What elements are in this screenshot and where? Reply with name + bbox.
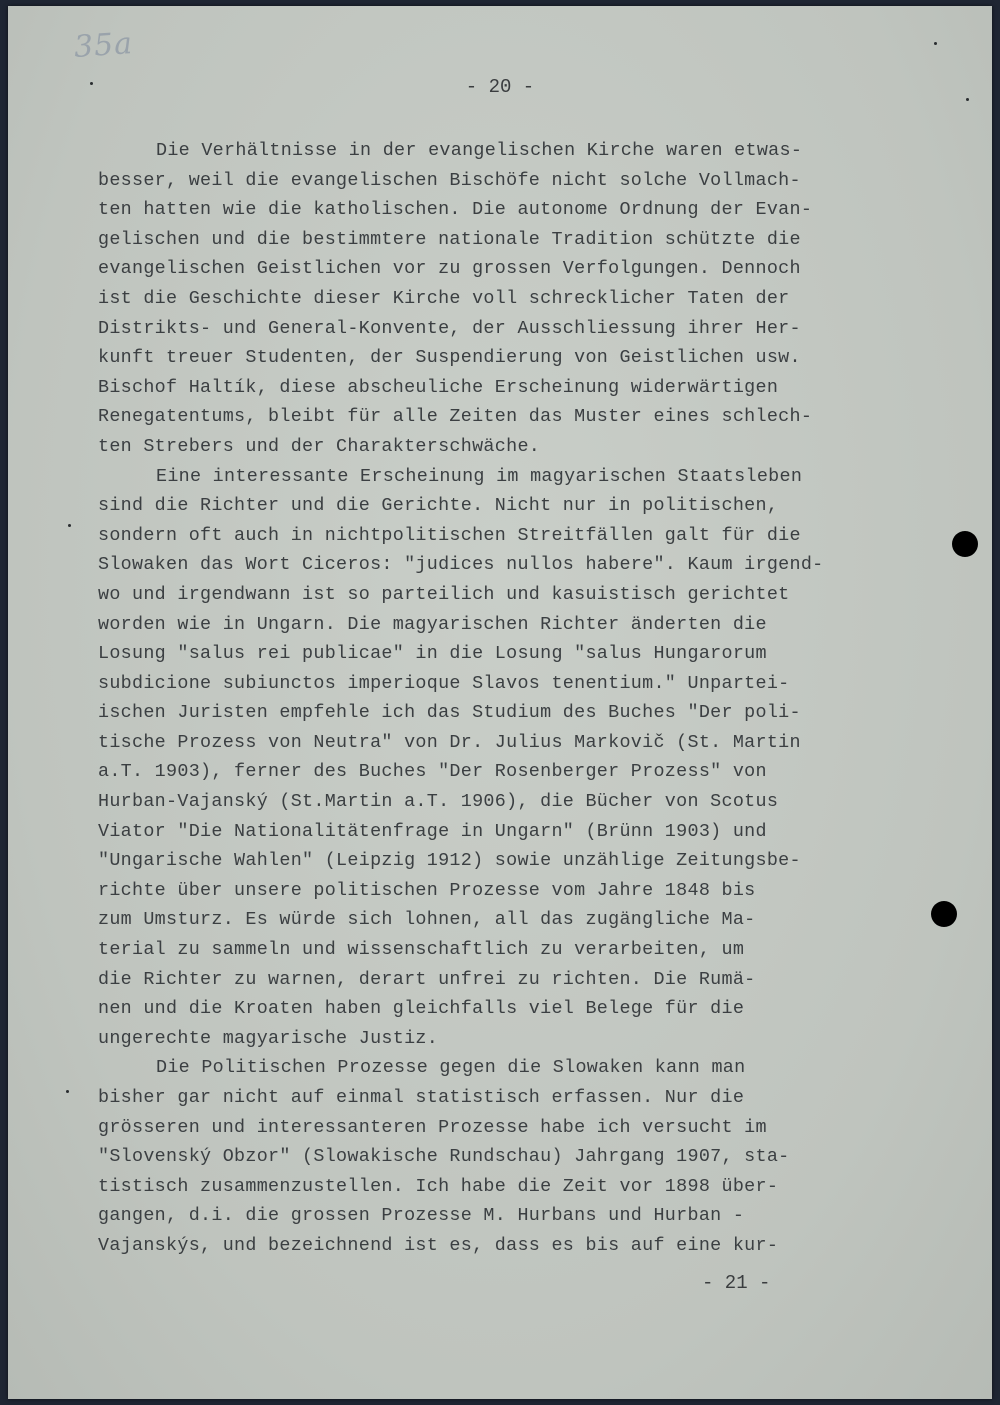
text-line: ischen Juristen empfehle ich das Studium des Buches "Der poli-: [98, 702, 801, 724]
text-line: richte über unsere politischen Prozesse vom Jahre 1848 bis: [98, 879, 756, 901]
text-line: kunft treuer Studenten, der Suspendierung von Geistlichen usw.: [98, 347, 801, 369]
punch-hole: [952, 531, 978, 557]
paper-speck: [966, 98, 969, 101]
text-line: terial zu sammeln und wissenschaftlich zu verarbeiten, um: [98, 939, 745, 961]
handwritten-page-annotation: 35a: [72, 25, 135, 66]
text-line: nen und die Kroaten haben gleichfalls viel Belege für die: [98, 998, 745, 1020]
paragraph: [98, 462, 858, 1054]
text-line: bisher gar nicht auf einmal statistisch erfassen. Nur die: [98, 1087, 745, 1108]
text-line: sind die Richter und die Gerichte. Nicht nur in politischen,: [98, 495, 779, 517]
text-line: besser, weil die evangelischen Bischöfe nicht solche Vollmach-: [98, 169, 801, 191]
text-line: Bischof Haltík, diese abscheuliche Erscheinung widerwärtigen: [98, 376, 779, 398]
text-line: grösseren und interessanteren Prozesse habe ich versucht im: [98, 1116, 767, 1138]
text-line: Slowaken das Wort Ciceros: "judices nullos habere". Kaum irgend-: [98, 554, 824, 576]
paper-speck: [90, 82, 93, 85]
text-line: "Ungarische Wahlen" (Leipzig 1912) sowie unzählige Zeitungsbe-: [98, 850, 801, 872]
page-number-bottom: - 21 -: [702, 1272, 771, 1294]
text-line: Renegatentums, bleibt für alle Zeiten das Muster eines schlech-: [98, 406, 813, 428]
text-line: evangelischen Geistlichen vor zu grossen Verfolgungen. Dennoch: [98, 258, 801, 280]
text-line: "Slovenský Obzor" (Slowakische Rundschau) Jahrgang 1907, sta-: [98, 1146, 790, 1168]
text-line: gangen, d.i. die grossen Prozesse M. Hurbans und Hurban -: [98, 1205, 745, 1227]
text-line: Vajanskýs, und bezeichnend ist es, dass es bis auf eine kur-: [98, 1234, 779, 1256]
paper-speck: [934, 42, 937, 45]
punch-hole: [931, 901, 957, 927]
text-line: sondern oft auch in nichtpolitischen Streitfällen galt für die: [98, 524, 801, 546]
text-line: Eine interessante Erscheinung im magyarischen Staatsleben: [156, 465, 803, 487]
text-line: Distrikts- und General-Konvente, der Ausschliessung ihrer Her-: [98, 317, 801, 339]
document-page: [8, 6, 992, 1399]
text-line: ten hatten wie die katholischen. Die autonome Ordnung der Evan-: [98, 199, 813, 221]
text-line: a.T. 1903), ferner des Buches "Der Rosenberger Prozess" von: [98, 761, 767, 783]
text-line: Die Politischen Prozesse gegen die Slowaken kann man: [156, 1057, 746, 1079]
paragraph: [98, 1053, 858, 1260]
text-line: ist die Geschichte dieser Kirche voll schrecklicher Taten der: [98, 287, 790, 309]
text-line: gelischen und die bestimmtere nationale Tradition schützte die: [98, 228, 801, 250]
text-line: ten Strebers und der Charakterschwäche.: [98, 435, 541, 457]
text-line: worden wie in Ungarn. Die magyarischen Richter änderten die: [98, 613, 767, 635]
text-line: zum Umsturz. Es würde sich lohnen, all das zugängliche Ma-: [98, 909, 756, 931]
text-line: Hurban-Vajanský (St.Martin a.T. 1906), die Bücher von Scotus: [98, 791, 779, 813]
body-text: [98, 136, 858, 1261]
text-line: tische Prozess von Neutra" von Dr. Julius Markovič (St. Martin: [98, 731, 801, 753]
text-line: Losung "salus rei publicae" in die Losung "salus Hungarorum: [98, 643, 767, 665]
page-number-top: - 20 -: [465, 76, 535, 98]
paper-speck: [68, 524, 71, 527]
text-line: die Richter zu warnen, derart unfrei zu richten. Die Rumä-: [98, 968, 756, 990]
paragraph: [98, 136, 858, 462]
text-line: ungerechte magyarische Justiz.: [98, 1027, 439, 1049]
text-line: subdicione subiunctos imperioque Slavos tenentium." Unpartei-: [98, 672, 790, 694]
paper-speck: [66, 1090, 69, 1093]
text-line: wo und irgendwann ist so parteilich und kasuistisch gerichtet: [98, 583, 790, 605]
text-line: Die Verhältnisse in der evangelischen Kirche waren etwas-: [156, 140, 803, 161]
text-line: tistisch zusammenzustellen. Ich habe die Zeit vor 1898 über-: [98, 1175, 779, 1197]
text-line: Viator "Die Nationalitätenfrage in Ungarn" (Brünn 1903) und: [98, 820, 767, 842]
